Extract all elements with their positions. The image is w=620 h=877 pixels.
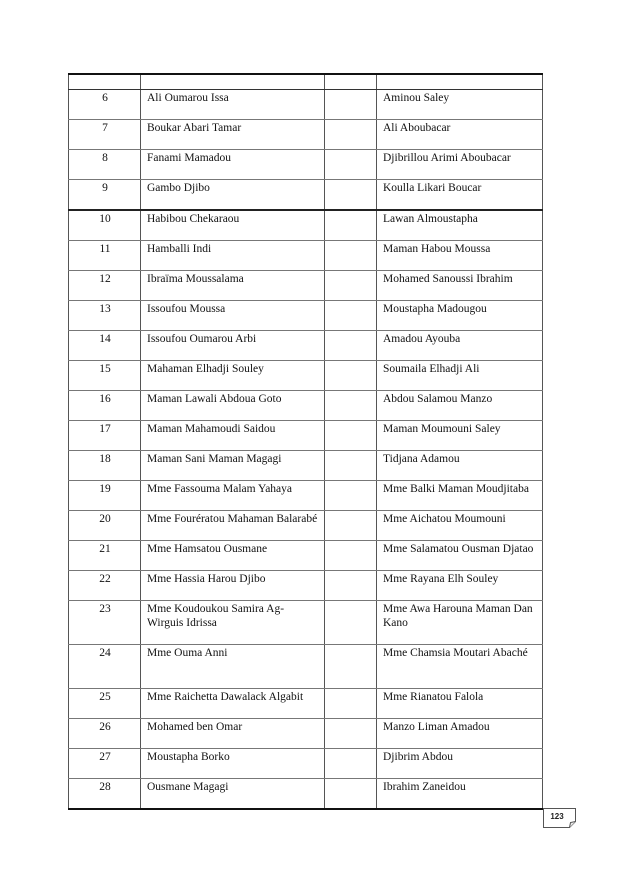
left-name: Mahaman Elhadji Souley	[141, 361, 325, 391]
row-number: 10	[69, 210, 141, 241]
table-header-row	[69, 74, 543, 90]
gap-cell	[325, 645, 377, 689]
right-name: Lawan Almoustapha	[377, 210, 543, 241]
row-number: 7	[69, 120, 141, 150]
right-name: Mme Rayana Elh Souley	[377, 571, 543, 601]
right-name: Abdou Salamou Manzo	[377, 391, 543, 421]
row-number: 24	[69, 645, 141, 689]
left-name: Mme Koudoukou Samira Ag-Wirguis Idrissa	[141, 601, 325, 645]
left-name: Maman Mahamoudi Saidou	[141, 421, 325, 451]
gap-cell	[325, 120, 377, 150]
table-row	[69, 645, 543, 689]
right-name: Djibrim Abdou	[377, 749, 543, 779]
table-row	[69, 301, 543, 331]
row-number: 25	[69, 689, 141, 719]
table-row	[69, 749, 543, 779]
right-name: Tidjana Adamou	[377, 451, 543, 481]
left-name: Mme Hamsatou Ousmane	[141, 541, 325, 571]
row-number: 11	[69, 241, 141, 271]
gap-cell	[325, 421, 377, 451]
left-name: Mme Fourératou Mahaman Balarabé	[141, 511, 325, 541]
table-row	[69, 241, 543, 271]
right-name: Soumaila Elhadji Ali	[377, 361, 543, 391]
table-row	[69, 361, 543, 391]
left-name: Fanami Mamadou	[141, 150, 325, 180]
gap-cell	[325, 301, 377, 331]
table-row	[69, 180, 543, 211]
left-name: Boukar Abari Tamar	[141, 120, 325, 150]
right-name: Mme Rianatou Falola	[377, 689, 543, 719]
row-number: 12	[69, 271, 141, 301]
left-name: Mme Hassia Harou Djibo	[141, 571, 325, 601]
table-row	[69, 571, 543, 601]
gap-cell	[325, 689, 377, 719]
right-name: Mme Balki Maman Moudjitaba	[377, 481, 543, 511]
table-row	[69, 150, 543, 180]
table-row	[69, 271, 543, 301]
left-name: Mme Raichetta Dawalack Algabit	[141, 689, 325, 719]
gap-cell	[325, 719, 377, 749]
table-row	[69, 210, 543, 241]
right-name: Mme Salamatou Ousman Djatao	[377, 541, 543, 571]
row-number: 28	[69, 779, 141, 810]
table-row	[69, 689, 543, 719]
row-number: 6	[69, 90, 141, 120]
gap-cell	[325, 541, 377, 571]
row-number: 8	[69, 150, 141, 180]
left-name: Hamballi Indi	[141, 241, 325, 271]
left-name: Habibou Chekaraou	[141, 210, 325, 241]
table-row	[69, 601, 543, 645]
row-number: 19	[69, 481, 141, 511]
gap-cell	[325, 210, 377, 241]
gap-cell	[325, 271, 377, 301]
header-cell-number	[69, 74, 141, 90]
gap-cell	[325, 481, 377, 511]
table-row	[69, 391, 543, 421]
table-row	[69, 541, 543, 571]
right-name: Koulla Likari Boucar	[377, 180, 543, 211]
row-number: 17	[69, 421, 141, 451]
row-number: 20	[69, 511, 141, 541]
gap-cell	[325, 150, 377, 180]
gap-cell	[325, 361, 377, 391]
gap-cell	[325, 241, 377, 271]
row-number: 14	[69, 331, 141, 361]
left-name: Gambo Djibo	[141, 180, 325, 211]
page-number-badge	[543, 808, 576, 828]
right-name: Maman Moumouni Saley	[377, 421, 543, 451]
row-number: 18	[69, 451, 141, 481]
right-name: Manzo Liman Amadou	[377, 719, 543, 749]
row-number: 16	[69, 391, 141, 421]
gap-cell	[325, 331, 377, 361]
left-name: Mohamed ben Omar	[141, 719, 325, 749]
roster-body	[69, 74, 543, 809]
table-row	[69, 719, 543, 749]
table-row	[69, 331, 543, 361]
left-name: Issoufou Moussa	[141, 301, 325, 331]
left-name: Maman Lawali Abdoua Goto	[141, 391, 325, 421]
row-number: 9	[69, 180, 141, 211]
right-name: Maman Habou Moussa	[377, 241, 543, 271]
left-name: Ali Oumarou Issa	[141, 90, 325, 120]
row-number: 21	[69, 541, 141, 571]
left-name: Ousmane Magagi	[141, 779, 325, 810]
table-row	[69, 511, 543, 541]
header-cell-left	[141, 74, 325, 90]
gap-cell	[325, 391, 377, 421]
right-name: Djibrillou Arimi Aboubacar	[377, 150, 543, 180]
right-name: Aminou Saley	[377, 90, 543, 120]
gap-cell	[325, 90, 377, 120]
row-number: 13	[69, 301, 141, 331]
row-number: 22	[69, 571, 141, 601]
right-name: Mme Chamsia Moutari Abaché	[377, 645, 543, 689]
right-name: Mme Aichatou Moumouni	[377, 511, 543, 541]
header-cell-gap	[325, 74, 377, 90]
right-name: Amadou Ayouba	[377, 331, 543, 361]
gap-cell	[325, 749, 377, 779]
gap-cell	[325, 451, 377, 481]
table-row	[69, 120, 543, 150]
gap-cell	[325, 511, 377, 541]
left-name: Mme Fassouma Malam Yahaya	[141, 481, 325, 511]
right-name: Ali Aboubacar	[377, 120, 543, 150]
row-number: 15	[69, 361, 141, 391]
table-row	[69, 90, 543, 120]
left-name: Mme Ouma Anni	[141, 645, 325, 689]
right-name: Ibrahim Zaneidou	[377, 779, 543, 810]
left-name: Ibraïma Moussalama	[141, 271, 325, 301]
left-name: Moustapha Borko	[141, 749, 325, 779]
row-number: 26	[69, 719, 141, 749]
table-row	[69, 421, 543, 451]
right-name: Moustapha Madougou	[377, 301, 543, 331]
page-number: 123	[550, 812, 564, 821]
gap-cell	[325, 779, 377, 810]
right-name: Mohamed Sanoussi Ibrahim	[377, 271, 543, 301]
left-name: Maman Sani Maman Magagi	[141, 451, 325, 481]
row-number: 27	[69, 749, 141, 779]
gap-cell	[325, 180, 377, 211]
header-cell-right	[377, 74, 543, 90]
row-number: 23	[69, 601, 141, 645]
table-row	[69, 779, 543, 810]
left-name: Issoufou Oumarou Arbi	[141, 331, 325, 361]
table-row	[69, 451, 543, 481]
table-row	[69, 481, 543, 511]
right-name: Mme Awa Harouna Maman Dan Kano	[377, 601, 543, 645]
gap-cell	[325, 571, 377, 601]
gap-cell	[325, 601, 377, 645]
roster-table	[68, 73, 543, 810]
